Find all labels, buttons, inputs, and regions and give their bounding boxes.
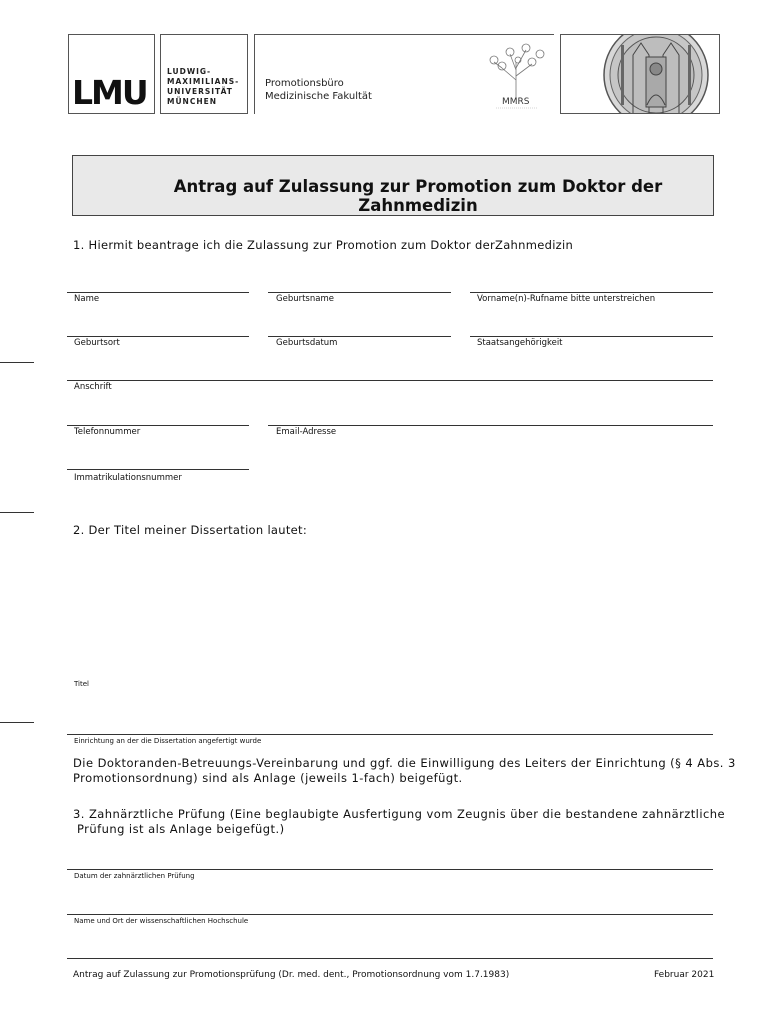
- birth-date-field[interactable]: [268, 336, 451, 337]
- phone-field[interactable]: [67, 425, 249, 426]
- mmrs-text: MMRS: [502, 97, 530, 107]
- margin-fold-mark-lower: [0, 722, 34, 723]
- footer-left: Antrag auf Zulassung zur Promotionsprüfung (Dr. med. dent., Promotionsordnung vom 1.7.1983): [73, 970, 510, 980]
- university-seal-box: [560, 34, 720, 114]
- nationality-label: Staatsangehörigkeit: [477, 338, 563, 348]
- birth-name-field[interactable]: [268, 292, 451, 293]
- nationality-field[interactable]: [470, 336, 713, 337]
- office-line-1: Promotionsbüro: [265, 78, 344, 89]
- mmrs-logo: [482, 40, 552, 112]
- address-label: Anschrift: [74, 382, 112, 392]
- matriculation-field[interactable]: [67, 469, 249, 470]
- footer-divider: [67, 958, 713, 959]
- lmu-logo-box: [68, 34, 155, 114]
- section2-heading: 2. Der Titel meiner Dissertation lautet:: [73, 523, 308, 537]
- attachment-note-line-2: Promotionsordnung) sind als Anlage (jeweils 1-fach) beigefügt.: [73, 771, 463, 785]
- university-label: Name und Ort der wissenschaftlichen Hochschule: [74, 917, 249, 925]
- form-title: Antrag auf Zulassung zur Promotion zum Doktor der Zahnmedizin: [173, 177, 663, 215]
- section3-heading-line-1: 3. Zahnärztliche Prüfung (Eine beglaubigte Ausfertigung vom Zeugnis über die bestandene zahnärztliche: [73, 807, 726, 821]
- university-field[interactable]: [67, 914, 713, 915]
- birth-name-label: Geburtsname: [276, 294, 334, 304]
- name-label: Name: [74, 294, 100, 304]
- university-seal: [561, 35, 720, 114]
- exam-date-label: Datum der zahnärztlichen Prüfung: [74, 872, 195, 880]
- address-field[interactable]: [67, 380, 713, 381]
- section3-heading-line-2: Prüfung ist als Anlage beigefügt.): [77, 822, 285, 836]
- first-name-field[interactable]: [470, 292, 713, 293]
- phone-label: Telefonnummer: [74, 427, 141, 437]
- birth-place-field[interactable]: [67, 336, 249, 337]
- matriculation-label: Immatrikulationsnummer: [74, 473, 182, 483]
- exam-date-field[interactable]: [67, 869, 713, 870]
- form-title-box: [72, 155, 714, 216]
- institution-field[interactable]: [67, 734, 713, 735]
- birth-place-label: Geburtsort: [74, 338, 120, 348]
- office-line-2: Medizinische Fakultät: [265, 91, 372, 102]
- section1-heading: 1. Hiermit beantrage ich die Zulassung zur Promotion zum Doktor derZahnmedizin: [73, 238, 574, 252]
- title-label: Titel: [74, 680, 90, 688]
- institution-label: Einrichtung an der die Dissertation angefertigt wurde: [74, 737, 262, 745]
- email-field[interactable]: [268, 425, 713, 426]
- birth-date-label: Geburtsdatum: [276, 338, 338, 348]
- university-name-box: [160, 34, 248, 114]
- office-name: [265, 77, 372, 103]
- footer-date: Februar 2021: [654, 970, 715, 980]
- university-name: LUDWIG- MAXIMILIANS- UNIVERSITÄT MÜNCHEN: [167, 67, 240, 106]
- first-name-label: Vorname(n)-Rufname bitte unterstreichen: [477, 294, 656, 304]
- attachment-note-line-1: Die Doktoranden-Betreuungs-Vereinbarung und ggf. die Einwilligung des Leiters der Einrichtung (§ 4 Abs. 3: [73, 756, 736, 770]
- name-field[interactable]: [67, 292, 249, 293]
- margin-punch-mark: [0, 512, 34, 513]
- lmu-logo: LMU: [72, 73, 147, 112]
- margin-fold-mark: [0, 362, 34, 363]
- email-label: Email-Adresse: [276, 427, 337, 437]
